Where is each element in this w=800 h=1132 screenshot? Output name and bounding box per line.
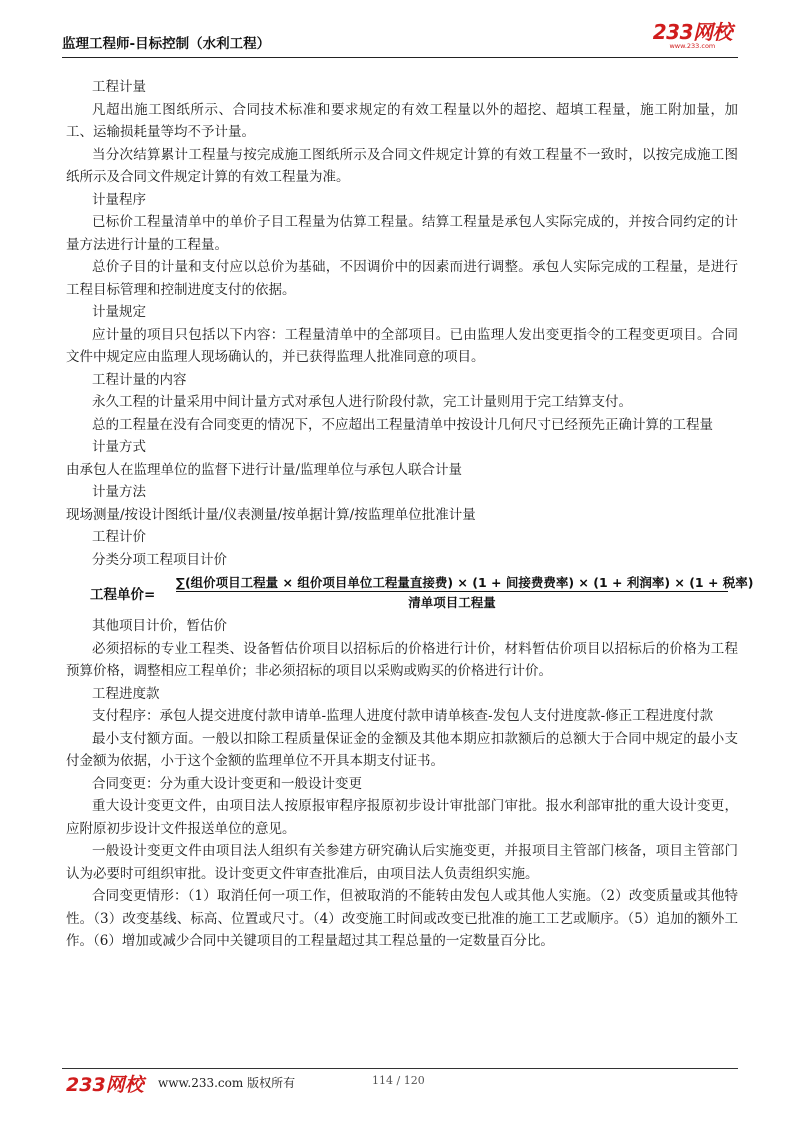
- brand-logo: [653, 22, 732, 50]
- paragraph: 现场测量/按设计图纸计量/仪表测量/按单据计算/按监理单位批准计量: [66, 506, 476, 523]
- paragraph: 由承包人在监理单位的监督下进行计量/监理单位与承包人联合计量: [66, 461, 463, 478]
- paragraph: 最小支付额方面。一般以扣除工程质量保证金的金额及其他本期应扣款额后的总额大于合同中规定的最小支付金额为依据，小于这个金额的监理单位不开具本期支付证书。: [66, 730, 738, 769]
- logo-url: www.233.com: [669, 42, 716, 50]
- page-number: 114 / 120: [372, 1074, 425, 1087]
- heading-other-pricing: 其他项目计价，暂估价: [92, 618, 227, 634]
- paragraph: 永久工程的计量采用中间计量方式对承包人进行阶段付款，完工计量则用于完工结算支付。: [92, 394, 632, 410]
- paragraph: 已标价工程量清单中的单价子目工程量为估算工程量。结算工程量是承包人实际完成的，并按合同约定的计量方法进行计量的工程量。: [66, 214, 738, 253]
- paragraph: 必须招标的专业工程类、设备暂估价项目以招标后的价格进行计价，材料暂估价项目以招标后的价格为工程预算价格，调整相应工程单价；非必须招标的项目以采购或购买的价格进行计价。: [66, 640, 738, 679]
- paragraph: 总的工程量在没有合同变更的情况下，不应超出工程量清单中按设计几何尺寸已经预先正确计算的工程量: [92, 416, 713, 433]
- formula-lhs: 工程单价=: [90, 587, 156, 603]
- paragraph: 支付程序：承包人提交进度付款申请单-监理人进度付款申请单核查-发包人支付进度款-修正工程进度付款: [92, 708, 714, 724]
- paragraph: 合同变更：分为重大设计变更和一般设计变更: [92, 775, 362, 792]
- paragraph: 应计量的项目只包括以下内容：工程量清单中的全部项目。已由监理人发出变更指令的工程变更项目。合同文件中规定应由监理人现场确认的，并已获得监理人批准同意的项目。: [66, 326, 738, 365]
- heading-measurement-method: 计量方法: [92, 484, 146, 500]
- fraction-bar: [176, 591, 728, 592]
- page-header: [62, 22, 738, 58]
- heading-measurement-mode: 计量方式: [92, 439, 146, 455]
- page-footer: [62, 1068, 738, 1094]
- heading-measurement-procedure: 计量程序: [92, 191, 146, 208]
- paragraph: 重大设计变更文件，由项目法人按原报审程序报原初步设计审批部门审批。报水利部审批的重大设计变更，应附原初步设计文件报送单位的意见。: [66, 798, 738, 837]
- heading-itemized-pricing: 分类分项工程项目计价: [92, 551, 227, 568]
- footer-copyright: www.233.com 版权所有: [158, 1076, 296, 1090]
- heading-measurement-content: 工程计量的内容: [92, 371, 187, 388]
- document-body: [66, 76, 754, 953]
- header-title: 监理工程师-目标控制（水利工程）: [62, 36, 271, 52]
- paragraph: 当分次结算累计工程量与按完成施工图纸所示及合同文件规定计算的有效工程量不一致时，以按完成施工图纸所示及合同文件规定计算的有效工程量为准。: [66, 146, 738, 185]
- heading-measurement-rules: 计量规定: [92, 304, 146, 320]
- heading-progress-payment: 工程进度款: [92, 685, 160, 702]
- paragraph: 凡超出施工图纸所示、合同技术标准和要求规定的有效工程量以外的超挖、超填工程量，施工附加量，加工、运输损耗量等均不予计量。: [66, 101, 738, 140]
- paragraph: 总价子目的计量和支付应以总价为基础，不因调价中的因素而进行调整。承包人实际完成的工程量，是进行工程目标管理和控制进度支付的依据。: [66, 259, 738, 298]
- heading-engineering-pricing: 工程计价: [92, 529, 146, 545]
- footer-divider: [62, 1068, 738, 1069]
- unit-price-formula: [66, 573, 754, 613]
- formula-denominator: 清单项目工程量: [408, 595, 496, 610]
- heading-engineering-measurement: 工程计量: [92, 79, 146, 95]
- formula-numerator: ∑(组价项目工程量 × 组价项目单位工程量直接费) × (1 + 间接费费率) × (1 + 利润率) × (1 + 税率): [176, 575, 754, 590]
- logo-text: 233网校: [652, 20, 732, 44]
- paragraph: 一般设计变更文件由项目法人组织有关参建方研究确认后实施变更，并报项目主管部门核备，项目主管部门认为必要时可组织审批。设计变更文件审查批准后，由项目法人负责组织实施。: [66, 843, 738, 882]
- paragraph: 合同变更情形：（1）取消任何一项工作，但被取消的不能转由发包人或其他人实施。（2）改变质量或其他特性。（3）改变基线、标高、位置或尺寸。（4）改变施工时间或改变已批准的施工工艺或顺序。（5）追加的额外工作。（6）增加或减少合同中关键项目的工程量超过其工程总量的一定数量百分比。: [66, 888, 738, 949]
- header-divider: [62, 57, 738, 59]
- footer-logo: 233网校: [66, 1074, 144, 1096]
